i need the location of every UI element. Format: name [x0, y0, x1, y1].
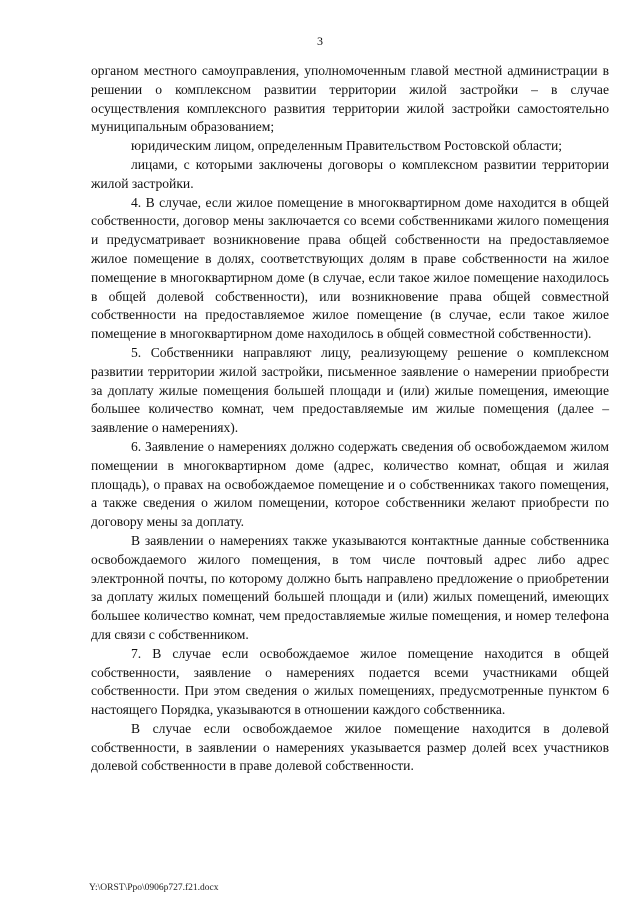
footer-file-path: Y:\ORST\Ppo\0906p727.f21.docx	[89, 883, 219, 893]
paragraph-item-6: 6. Заявление о намерениях должно содержать сведения об освобождаемом жилом помещении в многоквартирном доме (адрес, количество комнат, общая и жилая площадь), о правах на освобождаемое помещение и о собственниках такого помещения, а также сведения о жилом помещении, которое собственники желают приобрести по договору мены за доплату.	[91, 438, 609, 530]
paragraph-item-6-contacts: В заявлении о намерениях также указываются контактные данные собственника освобождаемого жилого помещения, в том числе почтовый адрес либо адрес электронной почты, по которому должно быть направлено предложение о приобретении за доплату жилых помещений большей площади и (или) жилых помещений, имеющих большее количество комнат, чем предоставляемые жилые помещения, и номер телефона для связи с собственником.	[91, 532, 609, 642]
document-body	[91, 62, 609, 776]
paragraph-item-4: 4. В случае, если жилое помещение в многоквартирном доме находится в общей собственности, договор мены заключается со всеми собственниками жилого помещения и предусматривает возникновение права общей собственности на предоставляемое жилое помещение в долях, соответствующих долям в праве собственности на жилое помещение в многоквартирном доме (в случае, если такое жилое помещение находилось в общей долевой собственности), или возникновение права общей совместной собственности на предоставляемое жилое помещение (в случае, если такое жилое помещение в многоквартирном доме находилось в общей совместной собственности).	[91, 194, 609, 342]
paragraph-item-7: 7. В случае если освобождаемое жилое помещение находится в общей собственности, заявление о намерениях подается всеми участниками общей собственности. При этом сведения о жилых помещениях, предусмотренные пунктом 6 настоящего Порядка, указываются в отношении каждого собственника.	[91, 645, 609, 718]
paragraph-item-5: 5. Собственники направляют лицу, реализующему решение о комплексном развитии территории жилой застройки, письменное заявление о намерении приобрести за доплату жилые помещения большей площади и (или) жилые помещения, имеющие большее количество комнат, чем предоставляемые им жилые помещения (далее – заявление о намерениях).	[91, 344, 609, 436]
paragraph-contract-persons-clause: лицами, с которыми заключены договоры о комплексном развитии территории жилой застройки.	[91, 156, 609, 191]
page-number: 3	[317, 34, 323, 48]
paragraph-legal-entity-clause: юридическим лицом, определенным Правительством Ростовской области;	[131, 138, 563, 154]
paragraph-authority-clause: органом местного самоуправления, уполномоченным главой местной администрации в решении о комплексном развитии территории жилой застройки – в случае осуществления комплексного развития территории жилой застройки самостоятельно муниципальным образованием;	[91, 63, 609, 135]
paragraph-item-7-shared: В случае если освобождаемое жилое помещение находится в долевой собственности, в заявлении о намерениях указывается размер долей всех участников долевой собственности в праве долевой собственности.	[91, 720, 609, 774]
